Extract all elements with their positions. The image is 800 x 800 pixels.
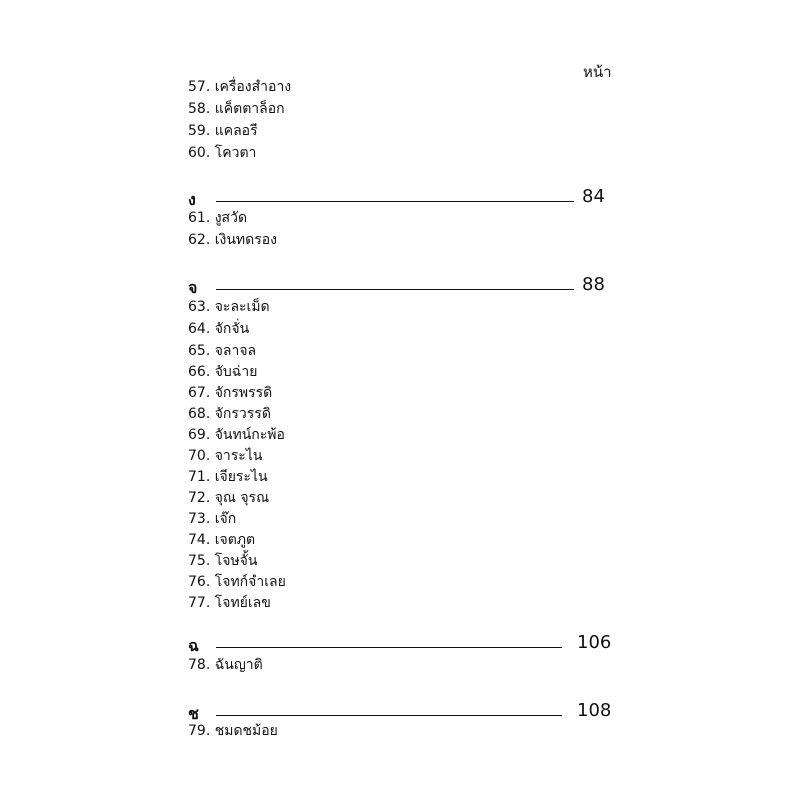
leader-line [216,201,574,202]
section-page-number: 106 [577,632,612,653]
toc-entry: 69. จันทน์กะพ้อ [188,427,285,443]
toc-entry: 68. จักรวรรดิ [188,406,271,422]
section-page-number: 108 [577,700,612,721]
toc-entry: 67. จักรพรรดิ [188,385,273,401]
toc-entry: 76. โจทก์จำเลย [188,574,286,590]
toc-entry: 78. ฉันญาติ [188,657,263,673]
leader-line [216,289,574,290]
toc-entry: 65. จลาจล [188,343,257,359]
toc-entry: 73. เจ๊ก [188,511,237,527]
toc-entry: 71. เจียระไน [188,469,268,485]
toc-entry: 64. จักจั่น [188,321,250,337]
section-letter: ฉ [188,636,199,655]
leader-line [216,715,562,716]
toc-entry: 75. โจษจั้น [188,553,258,569]
toc-entry: 62. เงินทดรอง [188,232,277,248]
section-heading [188,702,618,724]
leader-line [216,647,562,648]
toc-entry: 79. ชมดชม้อย [188,723,278,739]
toc-entry: 57. เครื่องสำอาง [188,79,292,95]
toc-entry: 63. จะละเม็ด [188,299,270,315]
toc-entry: 58. แค็ตตาล็อก [188,101,285,117]
toc-entry: 77. โจทย์เลข [188,595,271,611]
toc-entry: 59. แคลอรี [188,123,258,139]
toc-entry: 66. จับฉ่าย [188,364,258,380]
section-letter: ช [188,704,199,723]
section-heading [188,276,618,298]
toc-entry: 60. โควตา [188,145,257,161]
page-column-header: หน้า [583,63,612,81]
toc-entry: 70. จาระไน [188,448,263,464]
section-page-number: 88 [582,274,605,295]
toc-entry: 72. จุณ จุรณ [188,490,270,506]
section-page-number: 84 [582,186,605,207]
section-letter: ง [188,190,196,209]
toc-entry: 74. เจตภูต [188,532,256,548]
toc-entry: 61. งูสวัด [188,210,248,226]
section-heading [188,188,618,210]
section-heading [188,634,618,656]
section-letter: จ [188,278,198,297]
